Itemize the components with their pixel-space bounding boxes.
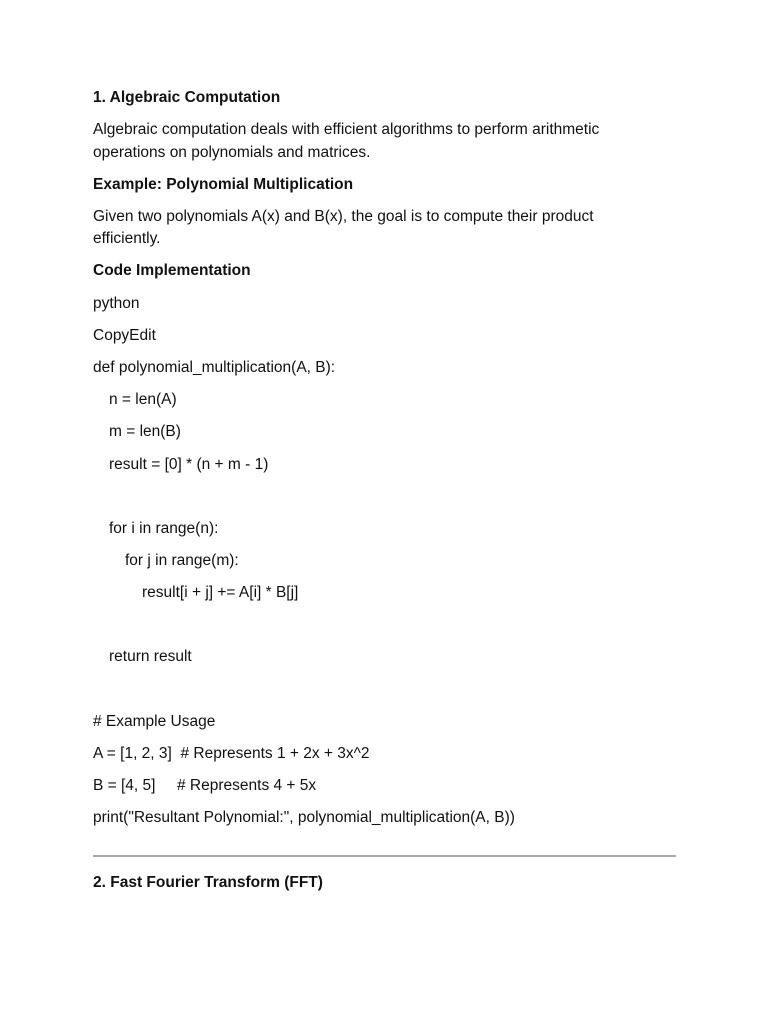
intro-paragraph-line-2: operations on polynomials and matrices.	[93, 144, 371, 161]
code-language-label: python	[93, 295, 140, 312]
code-line-comment: # Example Usage	[93, 713, 216, 730]
code-line-result-init: result = [0] * (n + m - 1)	[109, 456, 269, 473]
code-line-print: print("Resultant Polynomial:", polynomial_multiplication(A, B))	[93, 809, 515, 826]
copy-edit-label: CopyEdit	[93, 327, 156, 344]
section-heading-algebraic-computation: 1. Algebraic Computation	[93, 89, 281, 106]
code-line-accumulate: result[i + j] += A[i] * B[j]	[142, 584, 299, 601]
example-heading: Example: Polynomial Multiplication	[93, 176, 354, 193]
section-heading-fft: 2. Fast Fourier Transform (FFT)	[93, 874, 323, 891]
code-line-for-i: for i in range(n):	[109, 520, 219, 537]
code-line-for-j: for j in range(m):	[125, 552, 239, 569]
code-line-return: return result	[109, 648, 192, 665]
intro-paragraph-line-1: Algebraic computation deals with efficient algorithms to perform arithmetic	[93, 121, 600, 138]
code-line-a-assign: A = [1, 2, 3] # Represents 1 + 2x + 3x^2	[93, 745, 370, 762]
code-line-b-assign: B = [4, 5] # Represents 4 + 5x	[93, 777, 317, 794]
code-line-m: m = len(B)	[109, 423, 181, 440]
code-line-n: n = len(A)	[109, 391, 177, 408]
example-paragraph-line-1: Given two polynomials A(x) and B(x), the goal is to compute their product	[93, 208, 594, 225]
code-line-def: def polynomial_multiplication(A, B):	[93, 359, 336, 376]
code-implementation-heading: Code Implementation	[93, 262, 251, 279]
example-paragraph-line-2: efficiently.	[93, 230, 161, 247]
horizontal-divider	[93, 855, 676, 857]
